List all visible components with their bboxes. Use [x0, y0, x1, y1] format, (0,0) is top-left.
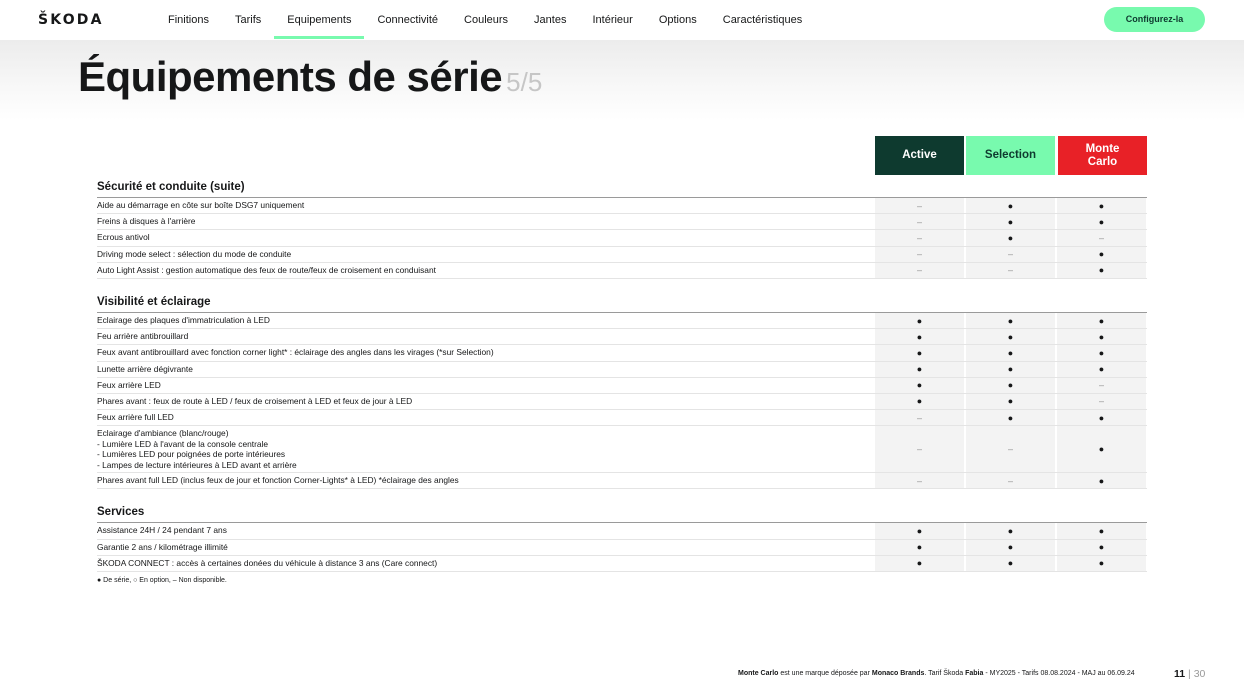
table-row	[97, 523, 1147, 539]
standard-dot-icon: ●	[1007, 542, 1014, 553]
cell-selection	[966, 394, 1055, 409]
cell-active	[875, 263, 964, 278]
row-label: Feux arrière full LED	[97, 412, 174, 423]
not-available-dash: –	[1098, 396, 1104, 407]
cell-monte-carlo	[1057, 556, 1146, 571]
row-label: Feux arrière LED	[97, 379, 161, 390]
column-header-monte-carlo	[1058, 136, 1147, 175]
nav-item-finitions[interactable]: Finitions	[168, 14, 209, 26]
standard-dot-icon: ●	[1098, 364, 1105, 375]
standard-dot-icon: ●	[1007, 526, 1014, 537]
standard-dot-icon: ●	[1007, 396, 1014, 407]
row-label: Auto Light Assist : gestion automatique des feux de route/feux de croisement en conduisant	[97, 264, 436, 275]
standard-dot-icon: ●	[1098, 542, 1105, 553]
column-header-active-label: Active	[902, 149, 937, 161]
standard-dot-icon: ●	[1007, 315, 1014, 326]
page-fraction: 5/5	[506, 67, 543, 97]
cell-monte-carlo	[1057, 410, 1146, 425]
standard-dot-icon: ●	[1098, 200, 1105, 211]
cell-active	[875, 523, 964, 538]
standard-dot-icon: ●	[1098, 315, 1105, 326]
row-label: Assistance 24H / 24 pendant 7 ans	[97, 525, 227, 536]
cell-monte-carlo	[1057, 329, 1146, 344]
section-title: Services	[97, 503, 1147, 523]
nav-item-caract-ristiques[interactable]: Caractéristiques	[722, 14, 803, 26]
cell-active	[875, 473, 964, 488]
not-available-dash: –	[916, 475, 922, 486]
row-label: ŠKODA CONNECT : accès à certaines donées du véhicule à distance 3 ans (Care connect)	[97, 557, 438, 568]
not-available-dash: –	[1098, 380, 1104, 391]
cell-monte-carlo	[1057, 378, 1146, 393]
cell-selection	[966, 313, 1055, 328]
table-row	[97, 540, 1147, 556]
page-separator: |	[1188, 668, 1191, 680]
standard-dot-icon: ●	[916, 396, 923, 407]
footer-monte-carlo: Monte Carlo	[738, 670, 779, 677]
cell-monte-carlo	[1057, 214, 1146, 229]
column-header-monte-carlo-label: Monte Carlo	[1085, 142, 1120, 168]
table-row	[97, 263, 1147, 279]
legend: ● De série, ○ En option, – Non disponible.	[97, 577, 227, 584]
table-row	[97, 473, 1147, 489]
standard-dot-icon: ●	[1098, 347, 1105, 358]
standard-dot-icon: ●	[916, 347, 923, 358]
pagination	[1174, 668, 1205, 680]
not-available-dash: –	[1007, 475, 1013, 486]
not-available-dash: –	[916, 412, 922, 423]
page-total: 30	[1193, 668, 1206, 680]
standard-dot-icon: ●	[1007, 347, 1014, 358]
row-label: Phares avant : feux de route à LED / feux de croisement à LED et feux de jour à LED	[97, 395, 413, 406]
table-row	[97, 378, 1147, 394]
standard-dot-icon: ●	[916, 364, 923, 375]
section-title: Sécurité et conduite (suite)	[97, 178, 1147, 198]
section-spacer	[97, 489, 1147, 503]
cell-active	[875, 329, 964, 344]
standard-dot-icon: ●	[1007, 380, 1014, 391]
standard-dot-icon: ●	[916, 331, 923, 342]
standard-dot-icon: ●	[916, 315, 923, 326]
cell-active	[875, 426, 964, 472]
cell-active	[875, 247, 964, 262]
not-available-dash: –	[916, 232, 922, 243]
footer-monaco-brands: Monaco Brands	[871, 670, 925, 677]
cell-monte-carlo	[1057, 523, 1146, 538]
cell-active	[875, 198, 964, 213]
cell-selection	[966, 329, 1055, 344]
table-row	[97, 214, 1147, 230]
row-label: Freins à disques à l'arrière	[97, 216, 196, 227]
column-header-active	[875, 136, 964, 175]
cell-monte-carlo	[1057, 362, 1146, 377]
standard-dot-icon: ●	[1007, 200, 1014, 211]
table-row	[97, 426, 1147, 473]
cell-monte-carlo	[1057, 263, 1146, 278]
table-row	[97, 394, 1147, 410]
cell-active	[875, 540, 964, 555]
row-label: Ecrous antivol	[97, 232, 150, 243]
standard-dot-icon: ●	[1098, 526, 1105, 537]
footer-text-3: - MY2025 - Tarifs 08.08.2024 - MAJ au 06.09.24	[983, 670, 1135, 677]
section-spacer	[97, 279, 1147, 293]
table-row	[97, 247, 1147, 263]
not-available-dash: –	[1007, 265, 1013, 276]
cell-selection	[966, 473, 1055, 488]
row-label: Lunette arrière dégivrante	[97, 363, 193, 374]
table-row	[97, 345, 1147, 361]
cell-monte-carlo	[1057, 426, 1146, 472]
cell-monte-carlo	[1057, 313, 1146, 328]
cell-monte-carlo	[1057, 198, 1146, 213]
cell-active	[875, 214, 964, 229]
row-label: Aide au démarrage en côte sur boîte DSG7 uniquement	[97, 200, 305, 210]
table-row	[97, 198, 1147, 214]
table-row	[97, 329, 1147, 345]
nav-item-connectivit-[interactable]: Connectivité	[377, 14, 439, 26]
table-row	[97, 556, 1147, 572]
cell-active	[875, 345, 964, 360]
row-label: Driving mode select : sélection du mode de conduite	[97, 248, 292, 259]
standard-dot-icon: ●	[1007, 216, 1014, 227]
row-label: Phares avant full LED (inclus feux de jour et fonction Corner-Lights* à LED) *éclairage des angles	[97, 475, 459, 486]
cell-monte-carlo	[1057, 473, 1146, 488]
table-row	[97, 362, 1147, 378]
nav-item-jantes[interactable]: Jantes	[534, 14, 567, 26]
equipment-table	[97, 178, 1147, 572]
not-available-dash: –	[916, 265, 922, 276]
nav-item-options[interactable]: Options	[658, 14, 697, 26]
footer-note	[738, 670, 1135, 677]
standard-dot-icon: ●	[1098, 265, 1105, 276]
standard-dot-icon: ●	[1007, 232, 1014, 243]
not-available-dash: –	[1098, 232, 1104, 243]
cell-active	[875, 378, 964, 393]
top-navigation-bar	[0, 0, 1244, 40]
standard-dot-icon: ●	[1098, 558, 1105, 569]
column-header-selection-label: Selection	[984, 149, 1037, 161]
nav-item-equipements[interactable]: Equipements	[274, 0, 364, 40]
cell-monte-carlo	[1057, 345, 1146, 360]
cell-monte-carlo	[1057, 230, 1146, 245]
row-label: Garantie 2 ans / kilométrage illimité	[97, 541, 228, 552]
not-available-dash: –	[916, 249, 922, 260]
footer-text-2: . Tarif Škoda	[924, 670, 966, 677]
not-available-dash: –	[916, 200, 922, 211]
cell-selection	[966, 198, 1055, 213]
standard-dot-icon: ●	[1098, 331, 1105, 342]
section-title: Visibilité et éclairage	[97, 293, 1147, 313]
cell-selection	[966, 410, 1055, 425]
not-available-dash: –	[1007, 444, 1013, 455]
page-title	[78, 53, 542, 101]
table-row	[97, 230, 1147, 246]
nav-item-couleurs[interactable]: Couleurs	[464, 14, 509, 26]
column-header-selection	[966, 136, 1055, 175]
cell-selection	[966, 556, 1055, 571]
page-title-text: Équipements de série	[78, 53, 503, 100]
cell-active	[875, 313, 964, 328]
cell-selection	[966, 247, 1055, 262]
standard-dot-icon: ●	[1007, 364, 1014, 375]
cell-active	[875, 556, 964, 571]
not-available-dash: –	[1007, 249, 1013, 260]
standard-dot-icon: ●	[916, 542, 923, 553]
nav-item-tarifs[interactable]: Tarifs	[234, 14, 262, 26]
page-current: 11	[1174, 668, 1186, 680]
standard-dot-icon: ●	[916, 558, 923, 569]
row-label: Eclairage d'ambiance (blanc/rouge) - Lumière LED à l'avant de la console centrale - Lumières LED pour poignées de porte intérieures - Lampes de lecture intérieures à LED avant et arrière	[97, 428, 297, 470]
not-available-dash: –	[916, 444, 922, 455]
cell-selection	[966, 214, 1055, 229]
standard-dot-icon: ●	[1098, 444, 1105, 455]
main-nav	[155, 0, 815, 40]
cell-active	[875, 230, 964, 245]
table-row	[97, 410, 1147, 426]
cell-selection	[966, 378, 1055, 393]
row-label: Feu arrière antibrouillard	[97, 331, 189, 342]
standard-dot-icon: ●	[1098, 412, 1105, 423]
cell-active	[875, 394, 964, 409]
cell-monte-carlo	[1057, 247, 1146, 262]
cell-monte-carlo	[1057, 394, 1146, 409]
standard-dot-icon: ●	[1007, 331, 1014, 342]
cell-selection	[966, 263, 1055, 278]
table-row	[97, 313, 1147, 329]
cell-active	[875, 410, 964, 425]
standard-dot-icon: ●	[1098, 249, 1105, 260]
standard-dot-icon: ●	[1007, 412, 1014, 423]
skoda-logo[interactable]: ŠKODA	[38, 12, 104, 28]
standard-dot-icon: ●	[1098, 475, 1105, 486]
cell-selection	[966, 362, 1055, 377]
cell-active	[875, 362, 964, 377]
nav-item-int-rieur[interactable]: Intérieur	[592, 14, 633, 26]
row-label: Feux avant antibrouillard avec fonction corner light* : éclairage des angles dans les virages (*sur Selection)	[97, 347, 494, 358]
configure-button[interactable]: Configurez-la	[1104, 7, 1205, 32]
footer-fabia: Fabia	[965, 670, 984, 677]
cell-selection	[966, 426, 1055, 472]
cell-selection	[966, 523, 1055, 538]
cell-selection	[966, 230, 1055, 245]
footer-text-1: est une marque déposée par	[778, 670, 872, 677]
cell-selection	[966, 345, 1055, 360]
standard-dot-icon: ●	[1007, 558, 1014, 569]
cell-selection	[966, 540, 1055, 555]
standard-dot-icon: ●	[916, 380, 923, 391]
standard-dot-icon: ●	[916, 526, 923, 537]
row-label: Eclairage des plaques d'immatriculation à LED	[97, 314, 270, 325]
not-available-dash: –	[916, 216, 922, 227]
standard-dot-icon: ●	[1098, 216, 1105, 227]
cell-monte-carlo	[1057, 540, 1146, 555]
